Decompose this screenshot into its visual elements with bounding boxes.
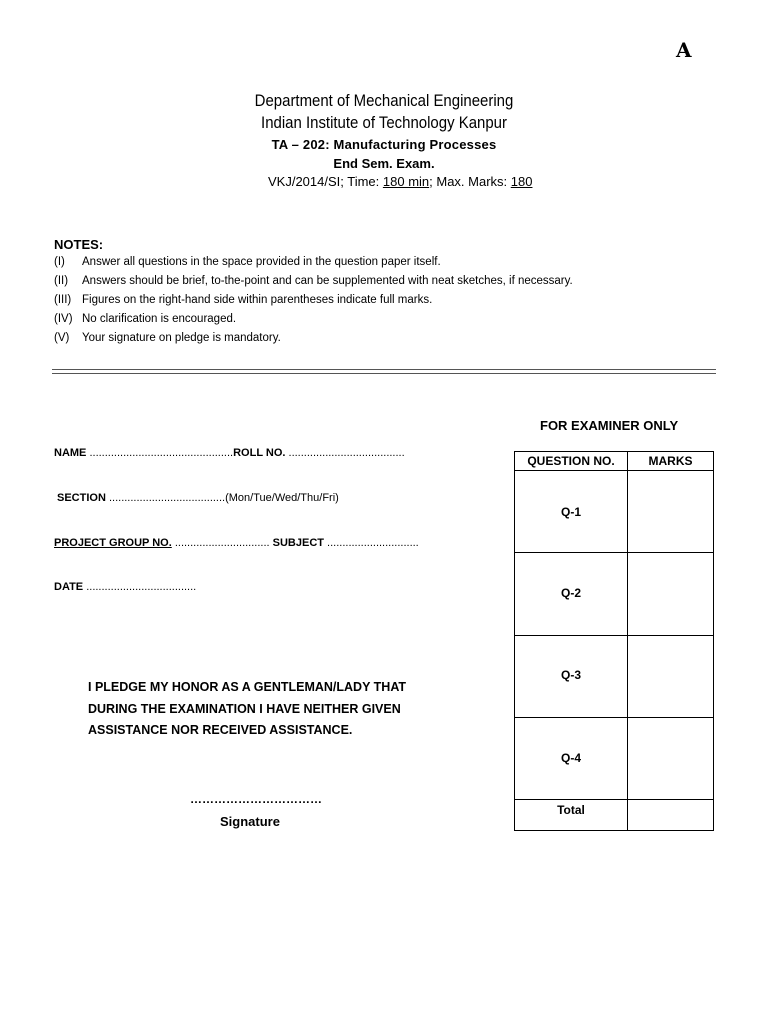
question-cell xyxy=(515,718,628,800)
section-row xyxy=(57,492,339,504)
note-number: (I) xyxy=(54,256,65,268)
date-field[interactable]: .................................... xyxy=(86,581,197,593)
roll-field[interactable]: ...................................... xyxy=(288,447,405,459)
subject-label: SUBJECT xyxy=(272,537,324,549)
exam-meta xyxy=(268,174,532,189)
total-label: Total xyxy=(557,803,585,817)
project-group-field[interactable]: ............................... xyxy=(174,537,270,549)
group-subject-row xyxy=(54,537,419,549)
marks-column-header: MARKS xyxy=(628,452,714,471)
table-row xyxy=(515,553,714,636)
marks-cell[interactable] xyxy=(628,636,714,718)
marks-cell[interactable] xyxy=(628,718,714,800)
marks-table xyxy=(514,451,714,831)
subject-field[interactable]: .............................. xyxy=(327,537,419,549)
name-roll-row xyxy=(54,447,405,459)
table-row-total xyxy=(515,800,714,831)
section-field[interactable]: ...................................... xyxy=(108,492,226,504)
exam-meta-prefix: VKJ/2014/SI; Time: xyxy=(268,174,383,189)
note-item xyxy=(54,256,441,268)
note-text: Your signature on pledge is mandatory. xyxy=(82,332,281,344)
note-number: (IV) xyxy=(54,313,73,325)
divider-line xyxy=(52,369,716,370)
note-item xyxy=(54,294,432,306)
notes-title: NOTES: xyxy=(54,237,104,252)
table-row xyxy=(515,471,714,553)
note-text: No clarification is encouraged. xyxy=(82,313,237,325)
date-row xyxy=(54,581,196,593)
marks-cell[interactable] xyxy=(628,553,714,636)
section-days: (Mon/Tue/Wed/Thu/Fri) xyxy=(225,492,339,504)
pledge-text: I PLEDGE MY HONOR AS A GENTLEMAN/LADY THAT DURING THE EXAMINATION I HAVE NEITHER GIVEN ASSISTANCE NOR RECEIVED ASSISTANCE. xyxy=(88,680,407,737)
exam-meta-mid: ; Max. Marks: xyxy=(429,174,511,189)
question-cell xyxy=(515,553,628,636)
note-number: (II) xyxy=(54,275,69,287)
question-label: Q-4 xyxy=(560,751,581,765)
project-group-label: PROJECT GROUP NO. xyxy=(54,537,172,549)
note-item xyxy=(54,275,573,287)
name-field[interactable]: ............................................... xyxy=(89,447,234,459)
note-number: (V) xyxy=(54,332,70,344)
date-label: DATE xyxy=(54,581,84,593)
divider-line xyxy=(52,373,716,374)
institute-name: Indian Institute of Technology Kanpur xyxy=(261,113,507,132)
note-item xyxy=(54,313,236,325)
signature-field[interactable]: …………………………… xyxy=(190,792,322,806)
table-row xyxy=(515,718,714,800)
question-label: Q-1 xyxy=(560,505,581,519)
name-label: NAME xyxy=(54,447,87,459)
total-marks-cell[interactable] xyxy=(628,800,714,831)
note-number: (III) xyxy=(54,294,72,306)
note-text: Figures on the right-hand side within parentheses indicate full marks. xyxy=(82,294,433,306)
table-row xyxy=(515,636,714,718)
signature-label: Signature xyxy=(220,814,280,829)
question-cell xyxy=(515,636,628,718)
department-name: Department of Mechanical Engineering xyxy=(254,91,514,110)
exam-title: End Sem. Exam. xyxy=(333,156,435,171)
question-cell xyxy=(515,471,628,553)
note-text: Answers should be brief, to-the-point and can be supplemented with neat sketches, if necessary. xyxy=(82,275,573,287)
section-label: SECTION xyxy=(57,492,106,504)
course-title: TA – 202: Manufacturing Processes xyxy=(271,137,497,152)
exam-time: 180 min xyxy=(382,174,430,189)
note-item xyxy=(54,332,281,344)
table-header-row xyxy=(515,452,714,471)
roll-label: ROLL NO. xyxy=(233,447,286,459)
note-text: Answer all questions in the space provided in the question paper itself. xyxy=(82,256,441,268)
question-label: Q-3 xyxy=(560,668,581,682)
exam-max-marks: 180 xyxy=(510,174,533,189)
paper-set-code: A xyxy=(676,38,692,62)
marks-cell[interactable] xyxy=(628,471,714,553)
question-column-header: QUESTION NO. xyxy=(515,452,628,471)
total-cell xyxy=(515,800,628,831)
examiner-title: FOR EXAMINER ONLY xyxy=(540,418,679,433)
question-label: Q-2 xyxy=(560,586,581,600)
